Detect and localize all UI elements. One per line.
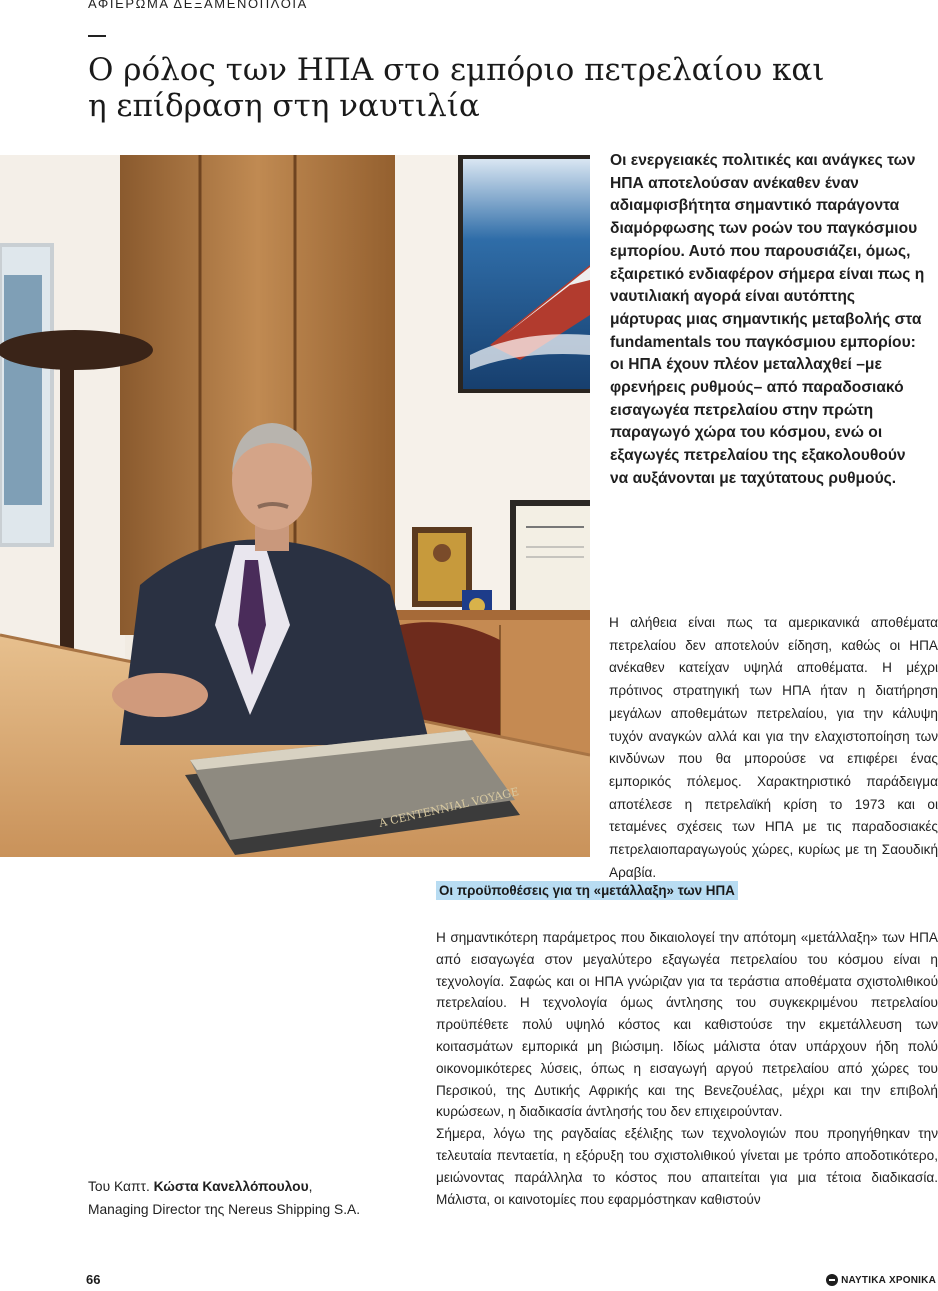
lead-paragraph: Οι ενεργειακές πολιτικές και ανάγκες των ΗΠΑ αποτελούσαν ανέκαθεν έναν αδιαμφισβήτητα σημαντικό παράγοντα διαμόρφωσης των ροών του παγκόσμιου εμπορίου. Αυτό που παρουσιάζει, όμως, εξαιρετικό ενδιαφέρον σήμερα είναι πως η ναυτιλιακή αγορά είναι αυτόπτης μάρτυρας μιας σημαντικής μεταβολής στα fundamentals του παγκόσμιου εμπορίου: οι ΗΠΑ έχουν πλέον μεταλλαχθεί –με φρενήρεις ρυθμούς– από παραδοσιακό εισαγωγέα πετρελαίου στην πρώτη παραγωγό χώρα του κόσμου, ενώ οι εξαγωγές πετρελαίου της εξακολουθούν να αυξάνονται με ταχύτατους ρυθμούς.	[610, 152, 925, 487]
publication-logo-icon	[826, 1274, 838, 1286]
caption-suffix: ,	[308, 1179, 313, 1194]
section-subheading: Οι προϋποθέσεις για τη «μετάλλαξη» των ΗΠΑ	[436, 881, 738, 900]
title-dash	[88, 35, 106, 37]
author-role: Managing Director της Nereus Shipping S.A.	[88, 1201, 361, 1217]
book-title: A CENTENNIAL VOYAGE	[377, 785, 521, 830]
body-paragraph-2: Η σημαντικότερη παράμετρος που δικαιολογεί την απότομη «μετάλλαξη» των ΗΠΑ από εισαγωγέα στον μεγαλύτερο εξαγωγέα πετρελαίου του κόσμου είναι η τεχνολογία. Σαφώς και οι ΗΠΑ γνώριζαν για τα τεράστια αποθέματα σχιστολιθικού πετρελαίου. Η τεχνολογία όμως άντλησης του συγκεκριμένου πετρελαίου προϋπέθετε πολύ υψηλό κόστος και καθιστούσε την εκμετάλλευση των κοιτασμάτων εμπορικά μη βιώσιμη. Ιδίως μάλιστα όταν υπάρχουν ήδη πολύ οικονομικότερες λύσεις, όπως η εισαγωγή αργού πετρελαίου από χώρες του Περσικού, της Δυτικής Αφρικής και της Βενεζουέλας, μέχρι και την επιβολή κυρώσεων, η διαδικασία άντλησής του δεν επιχειρούνταν.	[436, 930, 938, 1120]
body-text-column	[436, 927, 938, 1210]
publication-name: ΝΑΥΤΙΚΑ ΧΡΟΝΙΚΑ	[841, 1274, 936, 1286]
section-label: ΑΦΙΕΡΩΜΑ ΔΕΞΑΜΕΝΟΠΛΟΙΑ	[88, 0, 308, 11]
author-photo	[0, 155, 590, 857]
caption-prefix: Του Καπτ.	[88, 1179, 154, 1194]
article-title: Ο ρόλος των ΗΠΑ στο εμπόριο πετρελαίου και η επίδραση στη ναυτιλία	[88, 52, 825, 124]
publication-logo	[826, 1274, 936, 1286]
author-caption	[88, 1176, 408, 1221]
body-paragraph-3: Σήμερα, λόγω της ραγδαίας εξέλιξης των τεχνολογιών που προηγήθηκαν την τελευταία πενταετία, η εξόρυξη του σχιστολιθικού γίνεται με τρόπο αποδοτικότερο, μειώνοντας παράλληλα το κόστος που απαιτείται για μια τέτοια διαδικασία. Μάλιστα, οι καινοτομίες που εφαρμόστηκαν καθιστούν	[436, 1126, 938, 1207]
body-paragraph-1: Η αλήθεια είναι πως τα αμερικανικά αποθέματα πετρελαίου δεν αποτελούν είδηση, καθώς οι ΗΠΑ ανέκαθεν κατείχαν υψηλά αποθέματα. Η μέχρι πρότινος στρατηγική των ΗΠΑ ήταν η διατήρηση μεγάλων αποθεμάτων πετρελαίου, για την κάλυψη τυχόν αναγκών αλλά και για την ελαχιστοποίηση των κινδύνων που θα μπορούσε να επιφέρει ένας εμπορικός πόλεμος. Χαρακτηριστικό παράδειγμα αποτέλεσε η πετρελαϊκή κρίση το 1973 και οι τεταμένες σχέσεις των ΗΠΑ με τις παραδοσιακές πετρελαιοπαραγωγούς χώρες, κυρίως με τη Σαουδική Αραβία.	[609, 615, 938, 880]
author-name: Κώστα Κανελλόπουλου	[153, 1179, 309, 1194]
page-number: 66	[86, 1272, 101, 1287]
